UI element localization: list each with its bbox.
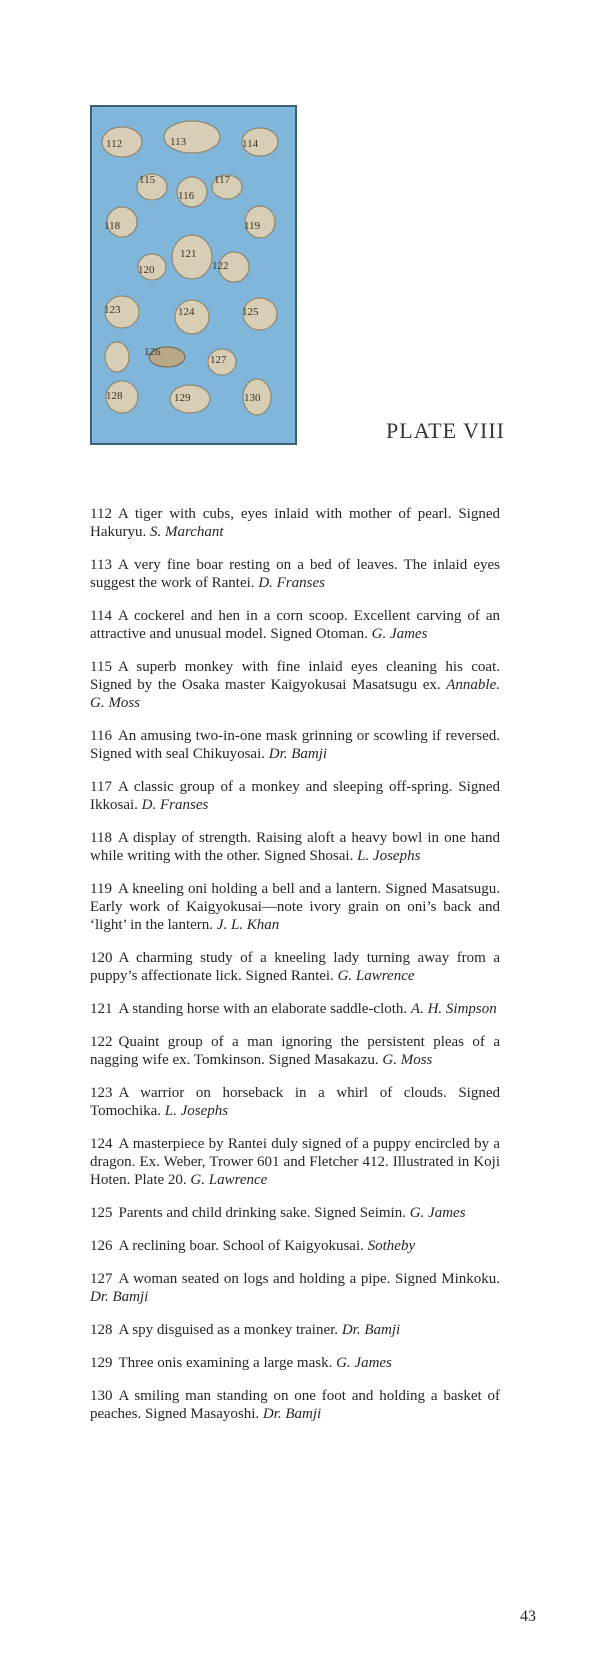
entry-121 <box>90 1000 500 1018</box>
entry-credit: L. Josephs <box>357 848 421 864</box>
entry-130 <box>90 1387 500 1423</box>
entry-text: A display of strength. Raising aloft a heavy bowl in one hand while writing with the other. Signed Shosai. <box>90 830 500 864</box>
entry-123 <box>90 1084 500 1120</box>
entry-credit: D. Franses <box>258 575 325 591</box>
entry-text: A spy disguised as a monkey trainer. <box>118 1322 339 1338</box>
entry-125 <box>90 1204 500 1222</box>
entry-text: A kneeling oni holding a bell and a lantern. Signed Masatsugu. Early work of Kaigyokusai—note ivory grain on oni’s back and ‘light’ in the lantern. <box>90 881 500 933</box>
plate-label-118: 118 <box>104 220 121 232</box>
entry-number: 121 <box>90 1001 113 1017</box>
entry-credit: G. James <box>336 1355 392 1371</box>
entry-118 <box>90 829 500 865</box>
entry-number: 128 <box>90 1322 113 1338</box>
entry-127 <box>90 1270 500 1306</box>
entry-128 <box>90 1321 500 1339</box>
entry-116 <box>90 727 500 763</box>
entry-124 <box>90 1135 500 1189</box>
entry-text: A charming study of a kneeling lady turning away from a puppy’s affectionate lick. Signed Rantei. <box>90 950 500 984</box>
entry-credit: G. Lawrence <box>190 1172 268 1188</box>
entry-text: A superb monkey with fine inlaid eyes cleaning his coat. Signed by the Osaka master Kaigyokusai Masatsugu ex. <box>90 659 500 693</box>
entry-credit: Annable. G. Moss <box>90 677 501 711</box>
entry-number: 118 <box>90 830 112 846</box>
plate-label-130: 130 <box>244 392 261 404</box>
entry-number: 112 <box>90 506 112 522</box>
entry-text: A reclining boar. School of Kaigyokusai. <box>118 1238 364 1254</box>
plate-label-121: 121 <box>180 248 197 260</box>
entry-112 <box>90 505 500 541</box>
entry-text: A cockerel and hen in a corn scoop. Excellent carving of an attractive and unusual model. Signed Otoman. <box>90 608 500 642</box>
entry-number: 123 <box>90 1085 113 1101</box>
plate-photograph <box>90 105 297 445</box>
entry-credit: G. James <box>409 1205 466 1221</box>
netsuke-extra <box>105 342 129 372</box>
entry-credit: Dr. Bamji <box>341 1322 401 1338</box>
plate-label-129: 129 <box>174 392 191 404</box>
entry-number: 117 <box>90 779 112 795</box>
entry-credit: S. Marchant <box>150 524 224 540</box>
netsuke-figures <box>92 107 297 445</box>
entry-117 <box>90 778 500 814</box>
plate-label-120: 120 <box>138 264 155 276</box>
plate-label-119: 119 <box>244 220 261 232</box>
entry-text: A very fine boar resting on a bed of leaves. The inlaid eyes suggest the work of Rantei. <box>90 557 500 591</box>
entry-129 <box>90 1354 500 1372</box>
plate-label-114: 114 <box>242 138 259 150</box>
plate-label-123: 123 <box>104 304 121 316</box>
entry-text: Quaint group of a man ignoring the persistent pleas of a nagging wife ex. Tomkinson. Signed Masakazu. <box>90 1034 500 1068</box>
entry-number: 129 <box>90 1355 113 1371</box>
entry-number: 125 <box>90 1205 113 1221</box>
entry-number: 113 <box>90 557 112 573</box>
plate-label-112: 112 <box>106 138 123 150</box>
entry-credit: A. H. Simpson <box>410 1001 497 1017</box>
plate-label-116: 116 <box>178 190 195 202</box>
entry-text: A smiling man standing on one foot and holding a basket of peaches. Signed Masayoshi. <box>90 1388 500 1422</box>
page-number: 43 <box>520 1608 536 1625</box>
plate-label-115: 115 <box>139 174 156 186</box>
entry-credit: Dr. Bamji <box>268 746 328 762</box>
entry-number: 116 <box>90 728 112 744</box>
entry-text: A classic group of a monkey and sleeping off-spring. Signed Ikkosai. <box>90 779 500 813</box>
entry-text: Three onis examining a large mask. <box>118 1355 333 1371</box>
entry-120 <box>90 949 500 985</box>
plate-label-128: 128 <box>106 390 123 402</box>
plate-title: PLATE VIII <box>386 418 505 443</box>
entry-126 <box>90 1237 500 1255</box>
plate-label-117: 117 <box>214 174 231 186</box>
entry-115 <box>90 658 500 712</box>
plate-label-124: 124 <box>178 306 195 318</box>
entry-number: 127 <box>90 1271 113 1287</box>
plate-label-113: 113 <box>170 136 187 148</box>
entry-credit: Sotheby <box>367 1238 416 1254</box>
entry-text: A masterpiece by Rantei duly signed of a puppy encircled by a dragon. Ex. Weber, Trower 601 and Fletcher 412. Illustrated in Koji Hoten. Plate 20. <box>90 1136 500 1188</box>
entry-119 <box>90 880 500 934</box>
plate-label-125: 125 <box>242 306 259 318</box>
entry-number: 124 <box>90 1136 113 1152</box>
entry-number: 122 <box>90 1034 113 1050</box>
entry-text: An amusing two-in-one mask grinning or scowling if reversed. Signed with seal Chikuyosai. <box>90 728 500 762</box>
entry-credit: J. L. Khan <box>216 917 280 933</box>
entry-credit: Dr. Bamji <box>262 1406 322 1422</box>
entry-number: 126 <box>90 1238 113 1254</box>
catalogue-entries <box>90 505 500 1438</box>
entry-credit: G. James <box>371 626 428 642</box>
entry-text: A woman seated on logs and holding a pipe. Signed Minkoku. <box>118 1271 500 1287</box>
entry-number: 130 <box>90 1388 113 1404</box>
entry-credit: Dr. Bamji <box>90 1289 149 1305</box>
entry-text: A tiger with cubs, eyes inlaid with mother of pearl. Signed Hakuryu. <box>90 506 500 540</box>
entry-text: A warrior on horseback in a whirl of clouds. Signed Tomochika. <box>90 1085 500 1119</box>
entry-text: A standing horse with an elaborate saddle-cloth. <box>118 1001 408 1017</box>
plate-label-122: 122 <box>212 260 229 272</box>
entry-122 <box>90 1033 500 1069</box>
entry-number: 115 <box>90 659 112 675</box>
entry-number: 119 <box>90 881 112 897</box>
entry-number: 114 <box>90 608 112 624</box>
entry-credit: G. Moss <box>382 1052 433 1068</box>
entry-credit: D. Franses <box>141 797 209 813</box>
entry-number: 120 <box>90 950 113 966</box>
entry-credit: G. Lawrence <box>337 968 415 984</box>
plate-label-126: 126 <box>144 346 161 358</box>
entry-credit: L. Josephs <box>164 1103 229 1119</box>
plate-label-127: 127 <box>210 354 227 366</box>
entry-text: Parents and child drinking sake. Signed Seimin. <box>118 1205 406 1221</box>
entry-113 <box>90 556 500 592</box>
entry-114 <box>90 607 500 643</box>
